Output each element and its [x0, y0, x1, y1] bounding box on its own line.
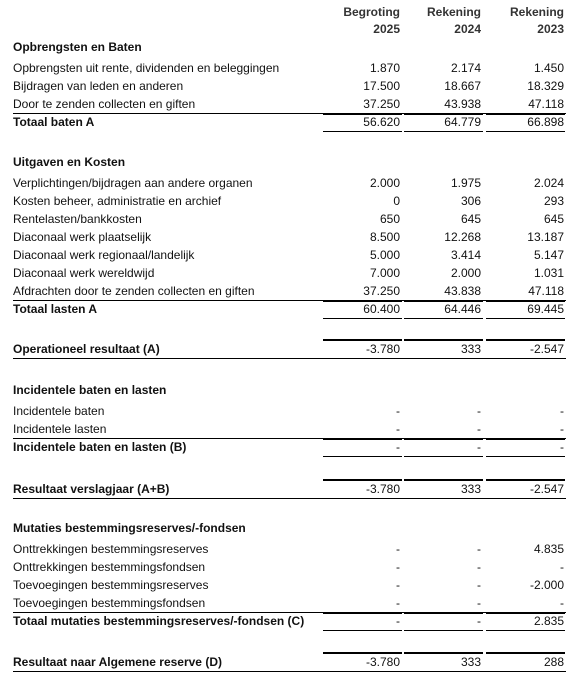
result-column-rule [404, 339, 483, 341]
row-value: 4.835 [533, 542, 564, 556]
row-value: - [477, 422, 481, 436]
row-value: 13.187 [527, 230, 564, 244]
row-value: 47.118 [528, 284, 564, 298]
line-item-row [0, 558, 584, 576]
result-column-rule [404, 652, 483, 654]
row-value: 69.445 [527, 302, 564, 316]
row-label: Verplichtingen/bijdragen aan andere organen [13, 176, 253, 190]
total-row [0, 113, 584, 131]
subtotal-rule [13, 113, 566, 114]
row-label: Onttrekkingen bestemmingsreserves [13, 542, 209, 556]
column-header-line: 2023 [537, 22, 564, 36]
row-value: - [477, 560, 481, 574]
row-value: - [396, 614, 400, 628]
column-rule [486, 131, 565, 132]
row-label: Diaconaal werk wereldwijd [13, 266, 155, 280]
row-value: 645 [460, 212, 481, 226]
row-value: 333 [460, 655, 481, 669]
row-label: Diaconaal werk plaatselijk [13, 230, 152, 244]
column-rule [323, 114, 402, 115]
column-header-rekening-2023 [484, 4, 564, 38]
line-item-row [0, 420, 584, 438]
column-header-rekening-2024 [401, 4, 481, 38]
row-value: 8.500 [369, 230, 400, 244]
row-label: Toevoegingen bestemmingsreserves [13, 578, 209, 592]
row-value: - [477, 440, 481, 454]
row-value: 1.975 [450, 176, 481, 190]
row-value: 56.620 [363, 115, 400, 129]
row-label: Afdrachten door te zenden collecten en giften [13, 284, 255, 298]
line-item-row [0, 246, 584, 264]
row-label: Resultaat naar Algemene reserve (D) [13, 655, 222, 669]
row-value: -3.780 [365, 342, 400, 356]
row-value: 2.000 [450, 266, 481, 280]
result-column-rule [323, 652, 402, 654]
column-rule [404, 439, 483, 440]
column-rule [323, 301, 402, 302]
row-value: 18.667 [444, 79, 481, 93]
row-value: -3.780 [365, 655, 400, 669]
column-header-line: Begroting [343, 5, 400, 19]
row-value: - [396, 560, 400, 574]
row-label: Rentelasten/bankkosten [13, 212, 142, 226]
total-row [0, 300, 584, 318]
line-item-row [0, 594, 584, 612]
row-label: Diaconaal werk regionaal/landelijk [13, 248, 195, 262]
row-value: 306 [460, 194, 481, 208]
row-value: 66.898 [527, 115, 564, 129]
column-rule [404, 630, 483, 631]
row-label: Incidentele lasten [13, 422, 107, 436]
section-heading [0, 153, 584, 171]
result-rule [13, 358, 566, 359]
row-value: 60.400 [363, 302, 400, 316]
line-item-row [0, 95, 584, 113]
row-value: - [396, 404, 400, 418]
row-value: - [477, 614, 481, 628]
section-heading [0, 38, 584, 56]
section-heading [0, 381, 584, 399]
row-label: Incidentele baten [13, 404, 105, 418]
row-value: - [477, 578, 481, 592]
line-item-row [0, 174, 584, 192]
row-value: 2.174 [450, 61, 481, 75]
row-label: Operationeel resultaat (A) [13, 342, 160, 356]
column-rule [323, 439, 402, 440]
row-label: Mutaties bestemmingsreserves/-fondsen [13, 521, 246, 535]
row-value: 43.938 [444, 97, 481, 111]
total-row [0, 340, 584, 358]
subtotal-rule [13, 612, 566, 613]
row-value: 1.450 [533, 61, 564, 75]
column-header-line: 2024 [454, 22, 481, 36]
row-label: Totaal mutaties bestemmingsreserves/-fondsen (C) [13, 614, 305, 628]
row-value: - [560, 596, 564, 610]
line-item-row [0, 264, 584, 282]
row-label: Opbrengsten uit rente, dividenden en beleggingen [13, 61, 280, 75]
row-label: Kosten beheer, administratie en archief [13, 194, 222, 208]
result-column-rule [323, 339, 402, 341]
row-value: 293 [543, 194, 564, 208]
column-rule [486, 456, 565, 457]
column-rule [404, 114, 483, 115]
line-item-row [0, 192, 584, 210]
result-column-rule [404, 479, 483, 481]
row-value: 0 [393, 194, 400, 208]
row-value: 7.000 [369, 266, 400, 280]
row-value: 37.250 [363, 97, 400, 111]
column-rule [404, 456, 483, 457]
column-rule [404, 613, 483, 614]
line-item-row [0, 402, 584, 420]
result-column-rule [486, 652, 565, 654]
row-value: - [396, 422, 400, 436]
column-rule [323, 613, 402, 614]
row-value: -3.780 [365, 482, 400, 496]
row-label: Onttrekkingen bestemmingsfondsen [13, 560, 206, 574]
row-label: Totaal lasten A [13, 302, 98, 316]
row-value: 2.000 [369, 176, 400, 190]
row-value: 37.250 [363, 284, 400, 298]
column-rule [404, 301, 483, 302]
row-value: - [560, 422, 564, 436]
row-value: 288 [543, 655, 564, 669]
row-value: - [396, 596, 400, 610]
row-label: Bijdragen van leden en anderen [13, 79, 184, 93]
column-header-line: 2025 [373, 22, 400, 36]
column-header-line: Rekening [509, 5, 564, 19]
total-row [0, 612, 584, 630]
column-rule [486, 630, 565, 631]
row-label: Incidentele baten en lasten [13, 383, 167, 397]
total-row [0, 653, 584, 671]
row-value: - [396, 440, 400, 454]
row-value: 1.870 [369, 61, 400, 75]
column-rule [323, 318, 402, 319]
row-value: 64.779 [444, 115, 481, 129]
line-item-row [0, 228, 584, 246]
row-value: 5.147 [533, 248, 564, 262]
row-value: 64.446 [444, 302, 481, 316]
row-value: -2.547 [529, 482, 564, 496]
subtotal-rule [13, 438, 566, 439]
row-value: 47.118 [528, 97, 564, 111]
column-rule [486, 114, 565, 115]
section-heading [0, 519, 584, 537]
line-item-row [0, 540, 584, 558]
row-label: Door te zenden collecten en giften [13, 97, 196, 111]
row-label: Opbrengsten en Baten [13, 40, 142, 54]
result-column-rule [486, 479, 565, 481]
row-value: 333 [460, 482, 481, 496]
row-value: 12.268 [444, 230, 481, 244]
subtotal-rule [13, 300, 566, 301]
column-header-line: Rekening [426, 5, 481, 19]
column-rule [404, 318, 483, 319]
total-row [0, 438, 584, 456]
column-rule [486, 613, 565, 614]
row-value: - [477, 404, 481, 418]
column-rule [486, 318, 565, 319]
column-rule [323, 131, 402, 132]
column-rule [486, 439, 565, 440]
row-label: Totaal baten A [13, 115, 95, 129]
row-value: 3.414 [450, 248, 481, 262]
result-rule [13, 498, 566, 499]
row-value: 650 [379, 212, 400, 226]
row-value: 17.500 [363, 79, 400, 93]
column-rule [323, 456, 402, 457]
row-value: - [396, 542, 400, 556]
row-value: 43.838 [444, 284, 481, 298]
row-value: -2.000 [529, 578, 564, 592]
row-value: 645 [543, 212, 564, 226]
line-item-row [0, 59, 584, 77]
row-value: - [477, 596, 481, 610]
line-item-row [0, 282, 584, 300]
row-label: Uitgaven en Kosten [13, 155, 126, 169]
total-row [0, 480, 584, 498]
row-label: Incidentele baten en lasten (B) [13, 440, 187, 454]
row-label: Toevoegingen bestemmingsfondsen [13, 596, 206, 610]
row-value: - [560, 404, 564, 418]
row-label: Resultaat verslagjaar (A+B) [13, 482, 170, 496]
row-value: -2.547 [529, 342, 564, 356]
line-item-row [0, 210, 584, 228]
column-rule [404, 131, 483, 132]
result-column-rule [323, 479, 402, 481]
row-value: 1.031 [533, 266, 564, 280]
row-value: - [477, 542, 481, 556]
row-value: - [396, 578, 400, 592]
column-header-begroting-2025 [320, 4, 400, 38]
line-item-row [0, 77, 584, 95]
result-rule [13, 671, 566, 672]
row-value: - [560, 440, 564, 454]
row-value: 333 [460, 342, 481, 356]
result-column-rule [486, 339, 565, 341]
column-rule [323, 630, 402, 631]
row-value: 5.000 [369, 248, 400, 262]
line-item-row [0, 576, 584, 594]
column-rule [486, 301, 565, 302]
row-value: 2.024 [533, 176, 564, 190]
row-value: 2.835 [533, 614, 564, 628]
row-value: 18.329 [527, 79, 564, 93]
row-value: - [560, 560, 564, 574]
